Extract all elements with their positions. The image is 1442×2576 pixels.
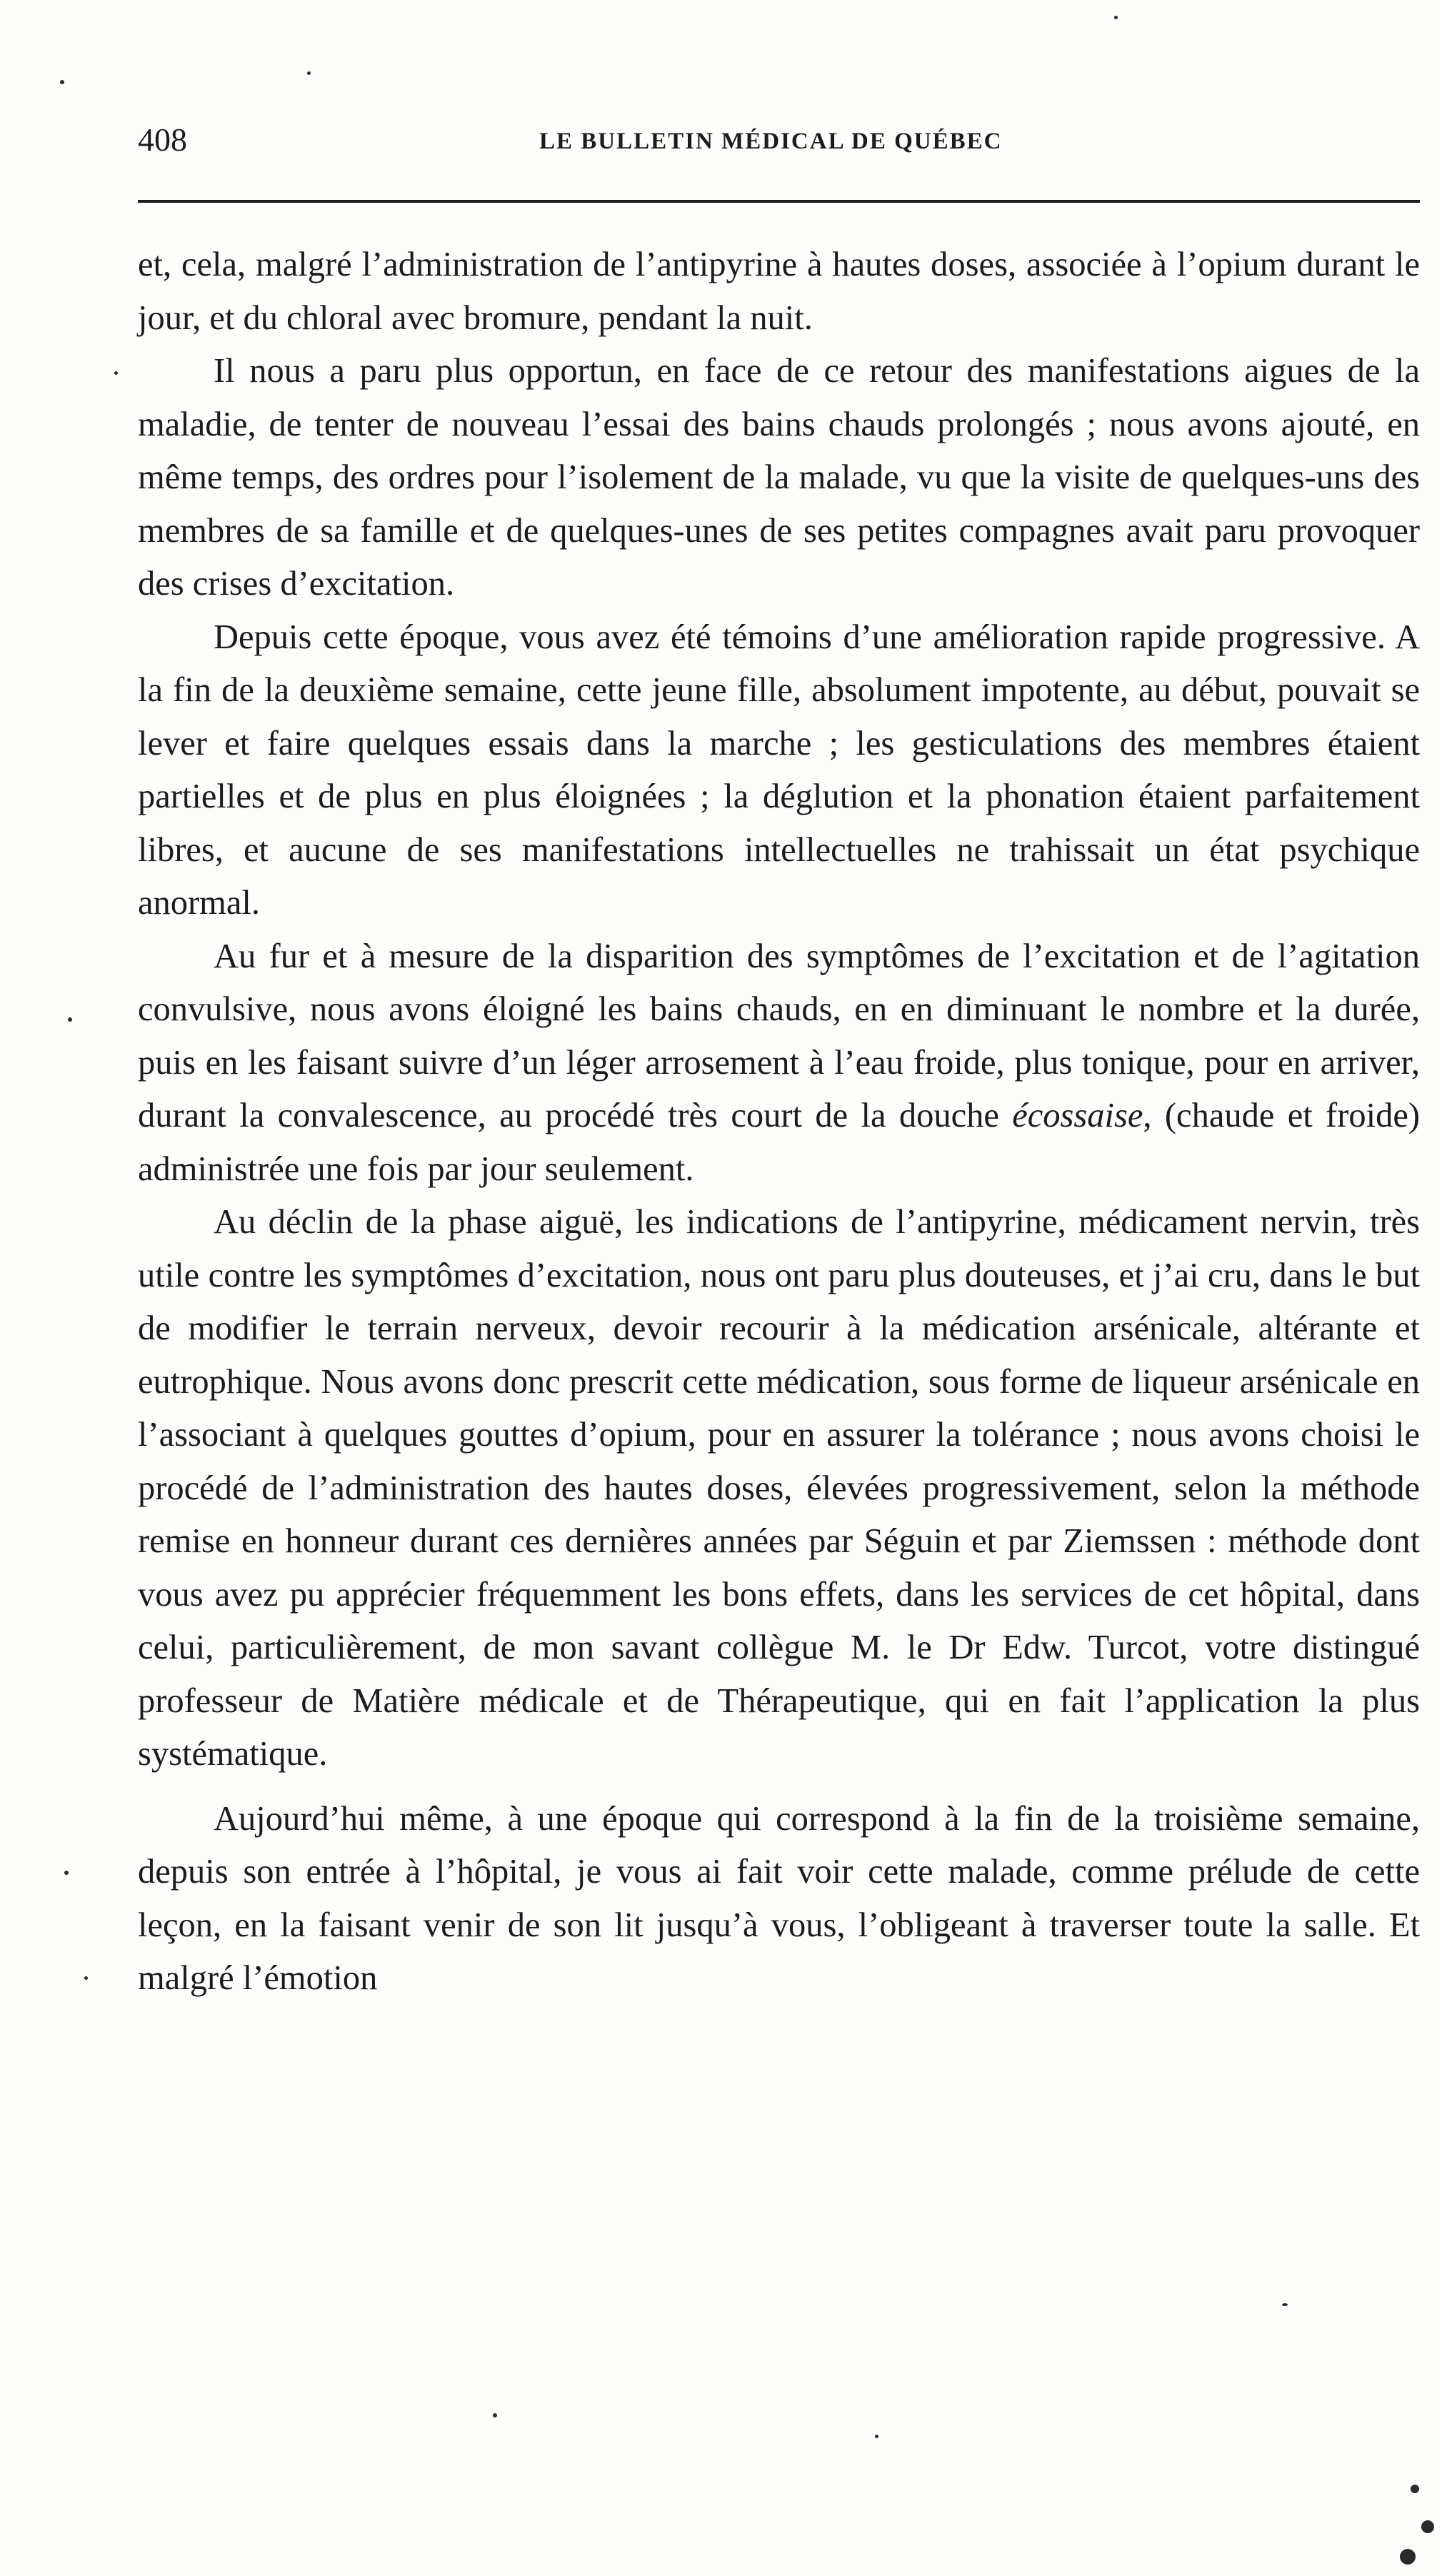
paragraph: Il nous a paru plus opportun, en face de ce retour des manifestations aigues de la maladie, de tenter de nouveau l’essai des bains chauds prolongés ; nous avons ajouté, en même temps, des ordres pour l’isolement de la malade, vu que la visite de quelques-uns des membres de sa famille et de quelques-unes de ses petites compagnes avait paru provoquer des crises d’excitation.	[138, 352, 1420, 603]
scan-speck	[60, 80, 64, 84]
body-text	[138, 238, 1420, 2006]
scan-speck	[493, 2413, 497, 2417]
paragraph: et, cela, malgré l’administration de l’antipyrine à hautes doses, associée à l’opium durant le jour, et du chloral avec bromure, pendant la nuit.	[138, 246, 1420, 337]
scan-speck	[1400, 2549, 1416, 2565]
paragraph: Aujourd’hui même, à une époque qui correspond à la fin de la troisième semaine, depuis son entrée à l’hôpital, je vous ai fait voir cette malade, comme prélude de cette leçon, en la faisant venir de son lit jusqu’à vous, l’obligeant à traverser toute la salle. Et malgré l’émotion	[138, 1799, 1420, 1997]
scan-speck	[1411, 2485, 1419, 2493]
emphasis: écossaise	[1012, 1097, 1143, 1134]
scan-speck	[114, 371, 118, 375]
scan-speck	[1282, 2303, 1288, 2306]
scan-speck	[64, 1871, 69, 1875]
scan-speck	[1421, 2520, 1434, 2533]
paragraph: Depuis cette époque, vous avez été témoins d’une amélioration rapide progressive. A la fin de la deuxième semaine, cette jeune fille, absolument impotente, au début, pouvait se lever et faire quelques essais dans la marche ; les gesticulations des membres étaient partielles et de plus en plus éloignées ; la déglution et la phonation étaient parfaitement libres, et aucune de ses manifestations intellectuelles ne trahissait un état psychique anormal.	[138, 618, 1420, 922]
header-rule	[138, 200, 1420, 203]
scan-speck	[875, 2435, 878, 2438]
scan-speck	[68, 1017, 72, 1022]
page-number: 408	[138, 121, 187, 158]
scan-speck	[84, 1976, 88, 1980]
paragraph: Au fur et à mesure de la disparition des symptômes de l’excitation et de l’agitation convulsive, nous avons éloigné les bains chauds, en en diminuant le nombre et la durée, puis en les faisant suivre d’un léger arrosement à l’eau froide, plus tonique, pour en arriver, durant la convalescence, au procédé très court de la douche écossaise, (chaude et froide) administrée une fois par jour seulement.	[138, 937, 1421, 1188]
running-title: LE BULLETIN MÉDICAL DE QUÉBEC	[539, 129, 1003, 154]
scan-speck	[307, 71, 311, 75]
scan-speck	[1114, 16, 1118, 19]
page-header	[138, 120, 1420, 163]
paragraph: Au déclin de la phase aiguë, les indications de l’antipyrine, médicament nervin, très utile contre les symptômes d’excitation, nous ont paru plus douteuses, et j’ai cru, dans le but de modifier le terrain nerveux, devoir recourir à la médication arsénicale, altérante et eutrophique. Nous avons donc prescrit cette médication, sous forme de liqueur arsénicale en l’associant à quelques gouttes d’opium, pour en assurer la tolérance ; nous avons choisi le procédé de l’administration des hautes doses, élevées progressivement, selon la méthode remise en honneur durant ces dernières années par Séguin et par Ziemssen : méthode dont vous avez pu apprécier fréquemment les bons effets, dans les services de cet hôpital, dans celui, particulièrement, de mon savant collègue M. le Dr Edw. Turcot, votre distingué professeur de Matière médicale et de Thérapeutique, qui en fait l’application la plus systématique.	[138, 1203, 1420, 1773]
